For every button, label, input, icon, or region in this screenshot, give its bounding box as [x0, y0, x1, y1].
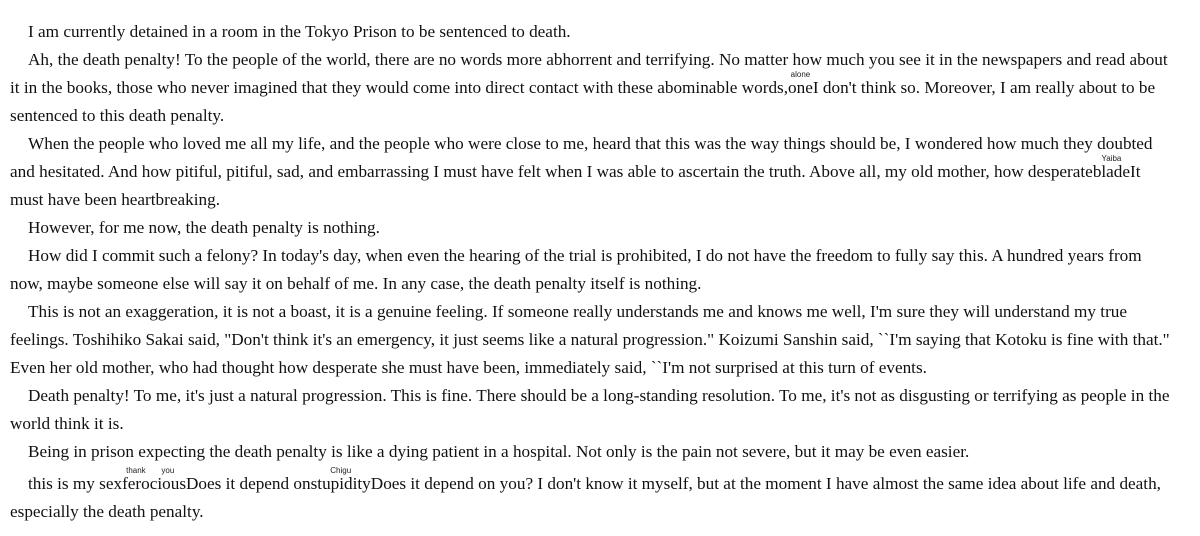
paragraph-text-continued: I don't think so. Moreover, I am really about to be sentenced to this death penalty.: [10, 78, 1156, 125]
ruby-text: Chigu: [310, 466, 371, 475]
paragraph-text: However, for me now, the death penalty is nothing.: [28, 218, 380, 237]
paragraph-text: I am currently detained in a room in the Tokyo Prison to be sentenced to death.: [28, 22, 571, 41]
paragraph-text-continued: It must have been heartbreaking.: [10, 162, 1141, 209]
ruby-annotation: [310, 466, 371, 493]
paragraph-8: [10, 438, 1172, 466]
paragraph-1: [10, 18, 1172, 46]
paragraph-text: Being in prison expecting the death penalty is like a dying patient in a hospital. Not only is the pain not severe, but it may be even easier.: [28, 442, 970, 461]
paragraph-7: [10, 382, 1172, 438]
paragraph-text: Death penalty! To me, it's just a natural progression. This is fine. There should be a long-standing resolution. To me, it's not as disgusting or terrifying as people in the world think it is.: [10, 386, 1170, 433]
ruby-text: you: [149, 466, 187, 475]
paragraph-text: Ah, the death penalty! To the people of the world, there are no words more abhorrent and terrifying. No matter how much you see it in the newspapers and read about it in the books, those who never imagined that they would come into direct contact with these abominable words,: [10, 50, 1168, 97]
paragraph-5: [10, 242, 1172, 298]
paragraph-text-continued: Does it depend on you? I don't know it myself, but at the moment I have almost the same idea about life and death, especially the death penalty.: [10, 474, 1161, 521]
ruby-base: cious: [149, 474, 187, 493]
ruby-base: one: [788, 78, 813, 97]
ruby-annotation: [1092, 154, 1131, 181]
ruby-annotation: [149, 466, 187, 493]
paragraph-2: [10, 46, 1172, 130]
paragraph-text: When the people who loved me all my life, and the people who were close to me, heard that this was the way things should be, I wondered how much they doubted and hesitated. And how pitiful, pitiful, sad, and embarrassing I must have felt when I was able to ascertain the truth. Above all, my old mother, how desperate: [10, 134, 1153, 181]
ruby-annotation: [788, 70, 813, 97]
paragraph-text: How did I commit such a felony? In today's day, when even the hearing of the trial is prohibited, I do not have the freedom to fully say this. A hundred years from now, maybe someone else will say it on behalf of me. In any case, the death penalty itself is nothing.: [10, 246, 1142, 293]
paragraph-9: [10, 466, 1172, 526]
ruby-base: blade: [1092, 162, 1131, 181]
paragraph-6: [10, 298, 1172, 382]
ruby-base: fero: [122, 474, 150, 493]
ruby-base: stupidity: [310, 474, 371, 493]
ruby-text: alone: [788, 70, 813, 79]
ruby-text: thank: [122, 466, 150, 475]
paragraph-text-continued: Does it depend on: [186, 474, 311, 493]
paragraph-text: this is my sex: [28, 474, 123, 493]
paragraph-4: [10, 214, 1172, 242]
ruby-annotation: [122, 466, 150, 493]
paragraph-text: This is not an exaggeration, it is not a boast, it is a genuine feeling. If someone really understands me and knows me well, I'm sure they will understand my true feelings. Toshihiko Sakai said, "Don't think it's an emergency, it just seems like a natural progression." Koizumi Sanshin said, ``I'm saying that Kotoku is fine with that." Even her old mother, who had thought how desperate she must have been, immediately said, ``I'm not surprised at this turn of events.: [10, 302, 1170, 377]
ruby-text: Yaiba: [1092, 154, 1131, 163]
paragraph-3: [10, 130, 1172, 214]
